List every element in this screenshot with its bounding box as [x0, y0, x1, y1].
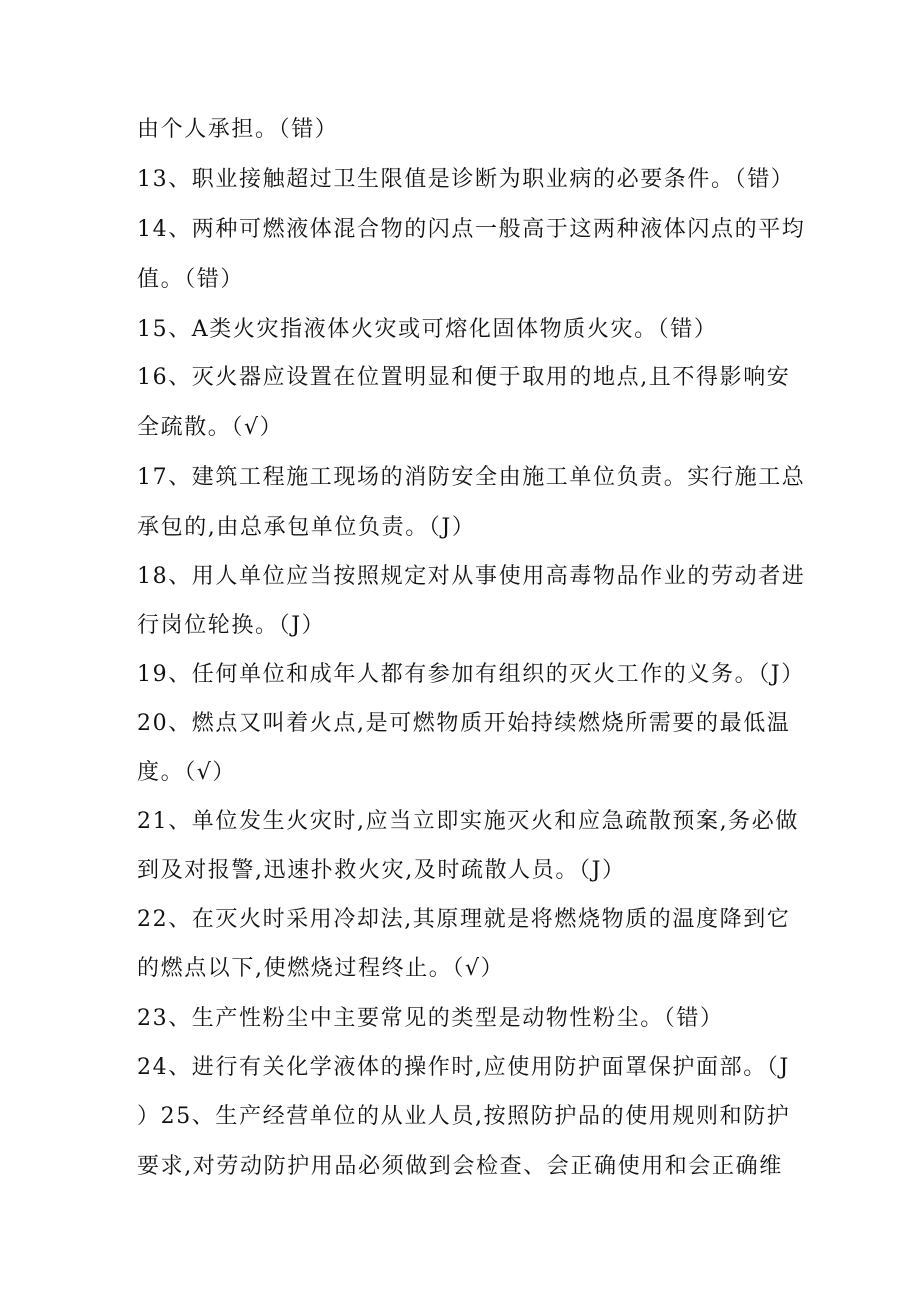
text-line: 13、职业接触超过卫生限值是诊断为职业病的必要条件。（错）	[137, 167, 795, 192]
text-line: 17、建筑工程施工现场的消防安全由施工单位负责。实行施工总	[137, 465, 806, 490]
text-line: 14、两种可燃液体混合物的闪点一般高于这两种液体闪点的平均	[137, 217, 806, 242]
text-line: 承包的,由总承包单位负责。（J）	[137, 515, 476, 540]
text-line: 的燃点以下,使燃烧过程终止。（√）	[137, 956, 505, 981]
text-line: 23、生产性粉尘中主要常见的类型是动物性粉尘。（错）	[137, 1006, 724, 1031]
text-line: 度。（√）	[137, 760, 237, 785]
text-line: 21、单位发生火灾时,应当立即实施灭火和应急疏散预案,务必做	[137, 809, 799, 834]
text-line: 值。（错）	[137, 267, 245, 292]
text-line: 24、进行有关化学液体的操作时,应使用防护面罩保护面部。（J	[137, 1055, 790, 1080]
text-line: 行岗位轮换。（J）	[137, 613, 326, 638]
text-line: 到及对报警,迅速扑救火灾,及时疏散人员。（J）	[137, 858, 626, 883]
text-line: ）25、生产经营单位的从业人员,按照防护品的使用规则和防护	[137, 1104, 791, 1129]
text-line: 20、燃点又叫着火点,是可燃物质开始持续燃烧所需要的最低温	[137, 711, 791, 736]
text-line: 18、用人单位应当按照规定对从事使用高毒物品作业的劳动者进	[137, 564, 806, 589]
text-line: 22、在灭火时采用冷却法,其原理就是将燃烧物质的温度降到它	[137, 907, 791, 932]
text-line: 16、灭火器应设置在位置明显和便于取用的地点,且不得影响安	[137, 365, 791, 390]
text-line: 要求,对劳动防护用品必须做到会检查、会正确使用和会正确维	[137, 1154, 783, 1179]
text-line: 全疏散。（√）	[137, 415, 284, 440]
text-line: 由个人承担。（错）	[137, 117, 339, 142]
text-line: 19、任何单位和成年人都有参加有组织的灭火工作的义务。（J）	[137, 662, 805, 687]
text-line: 15、A类火灾指液体火灾或可熔化固体物质火灾。（错）	[137, 317, 718, 342]
